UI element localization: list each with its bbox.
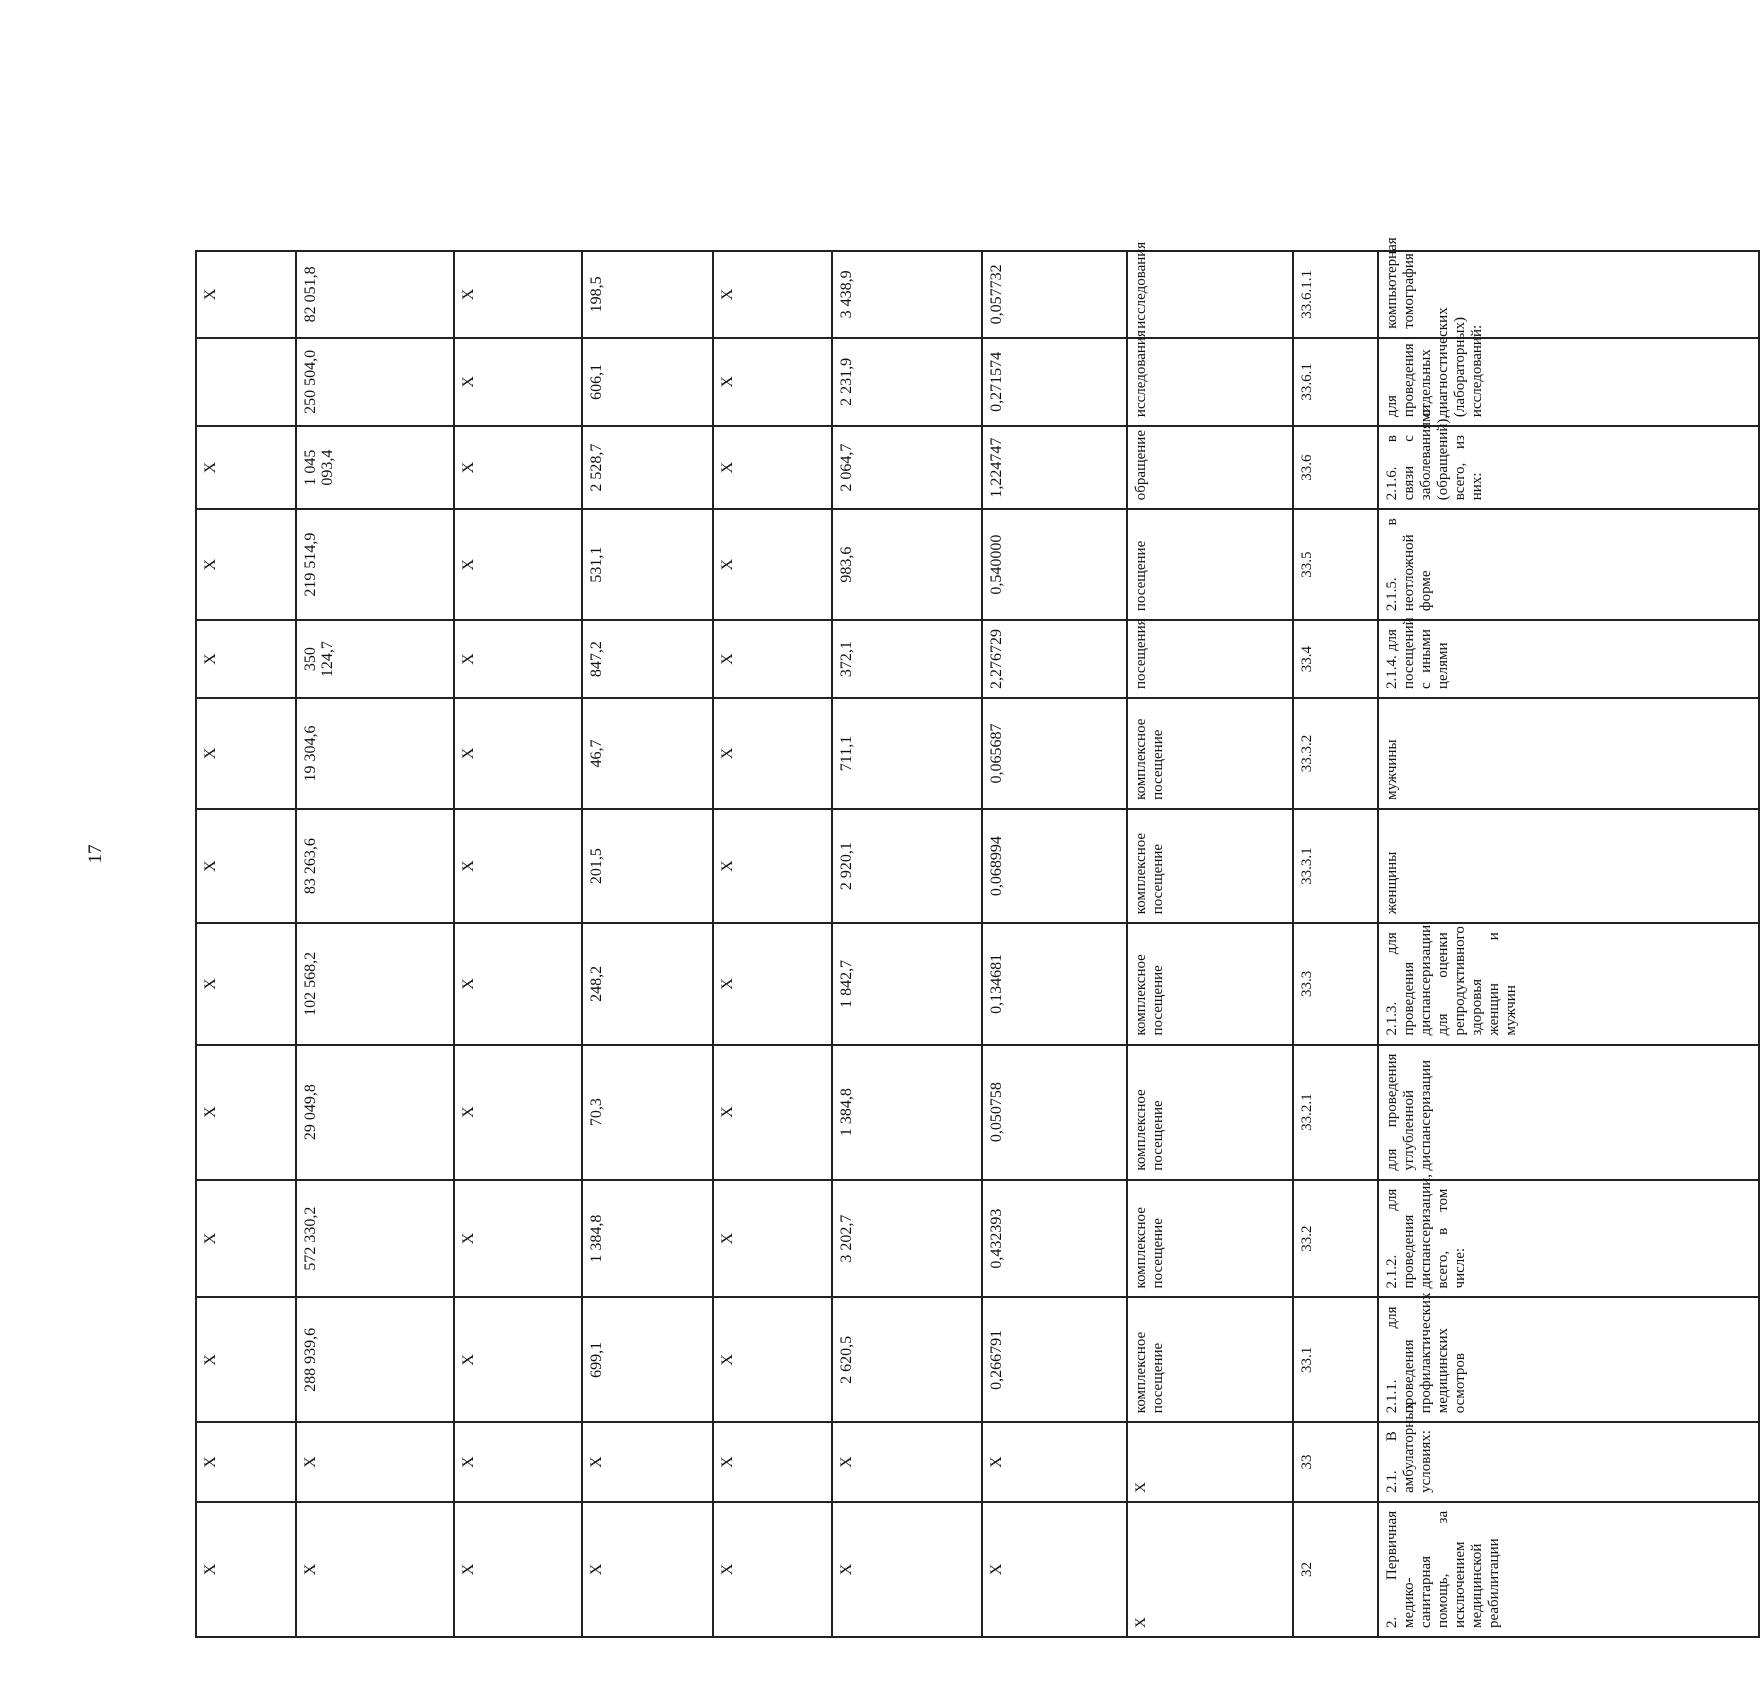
- value-cell-col9: Х: [296, 1502, 454, 1637]
- value-cell-col5: 711,1: [832, 698, 982, 809]
- value-cell-col10: Х: [196, 1422, 296, 1502]
- indicator-label-cell: женщины: [1378, 809, 1759, 923]
- value-cell-col7: 847,2: [582, 620, 713, 698]
- row-number-cell: 33.4: [1293, 620, 1378, 698]
- value-cell-col5: 3 438,9: [832, 251, 982, 338]
- value-cell-col4: Х: [982, 1422, 1127, 1502]
- row-number-cell: 32: [1293, 1502, 1378, 1637]
- value-cell-col4: 1,224747: [982, 426, 1127, 509]
- value-cell-col6: Х: [713, 698, 832, 809]
- value-cell-col5: 2 920,1: [832, 809, 982, 923]
- value-cell-col6: Х: [713, 1180, 832, 1298]
- value-cell-col4: 0,065687: [982, 698, 1127, 809]
- value-cell-col6: Х: [713, 426, 832, 509]
- table-row: [713, 76, 832, 1637]
- value-cell-col4: 0,068994: [982, 809, 1127, 923]
- value-cell-col8: Х: [454, 426, 582, 509]
- page-number: 17: [85, 844, 106, 864]
- value-cell-col7: Х: [582, 1422, 713, 1502]
- row-number-cell: 33.1: [1293, 1297, 1378, 1422]
- value-cell-col10: Х: [196, 1180, 296, 1298]
- value-cell-col4: 0,057732: [982, 251, 1127, 338]
- value-cell-col5: 1 384,8: [832, 1045, 982, 1180]
- indicator-label-cell: 2.1. В амбулаторных условиях:: [1378, 1422, 1759, 1502]
- value-cell-col6: Х: [713, 338, 832, 426]
- value-cell-col4: Х: [982, 1502, 1127, 1637]
- value-cell-col5: Х: [832, 1422, 982, 1502]
- value-cell-col4: 2,276729: [982, 620, 1127, 698]
- row-number-cell: 33.3.1: [1293, 809, 1378, 923]
- indicator-label-cell: 2.1.2. для проведения диспансеризации, всего, в том числе:: [1378, 1180, 1759, 1298]
- value-cell-col9: 350 124,7: [296, 620, 454, 698]
- value-cell-col9: 102 568,2: [296, 923, 454, 1044]
- table-row: [1293, 76, 1378, 1637]
- value-cell-col6: Х: [713, 1045, 832, 1180]
- value-cell-col6: Х: [713, 1502, 832, 1637]
- value-cell-col4: 0,271574: [982, 338, 1127, 426]
- value-cell-col6: Х: [713, 620, 832, 698]
- indicator-label-cell: для проведения отдельных диагностических (лабораторных) исследований:: [1378, 338, 1759, 426]
- value-cell-col8: Х: [454, 1422, 582, 1502]
- unit-cell: комплексное посещение: [1127, 923, 1293, 1044]
- value-cell-col10: [196, 338, 296, 426]
- value-cell-col8: Х: [454, 1180, 582, 1298]
- value-cell-col4: 0,540000: [982, 509, 1127, 620]
- value-cell-col6: Х: [713, 923, 832, 1044]
- value-cell-col9: 572 330,2: [296, 1180, 454, 1298]
- value-cell-col8: Х: [454, 338, 582, 426]
- value-cell-col7: 606,1: [582, 338, 713, 426]
- value-cell-col7: Х: [582, 1502, 713, 1637]
- value-cell-col9: Х: [296, 1422, 454, 1502]
- indicator-label-cell: 2.1.1. для проведения профилактических медицинских осмотров: [1378, 1297, 1759, 1422]
- unit-cell: обращение: [1127, 426, 1293, 509]
- value-cell-col10: Х: [196, 923, 296, 1044]
- value-cell-col4: 0,050758: [982, 1045, 1127, 1180]
- row-number-cell: 33.6.1: [1293, 338, 1378, 426]
- value-cell-col7: 46,7: [582, 698, 713, 809]
- indicator-label-cell: 2.1.3. для проведения диспансеризации для оценки репродуктивного здоровья женщин и мужчин: [1378, 923, 1759, 1044]
- tariff-table: [195, 75, 1760, 1638]
- value-cell-col9: 250 504,0: [296, 338, 454, 426]
- value-cell-col5: 2 620,5: [832, 1297, 982, 1422]
- row-number-cell: 33.2.1: [1293, 1045, 1378, 1180]
- table-row: [196, 76, 296, 1637]
- value-cell-col5: 983,6: [832, 509, 982, 620]
- value-cell-col9: 288 939,6: [296, 1297, 454, 1422]
- unit-cell: исследования: [1127, 338, 1293, 426]
- value-cell-col5: 1 842,7: [832, 923, 982, 1044]
- value-cell-col7: 2 528,7: [582, 426, 713, 509]
- unit-cell: исследования: [1127, 251, 1293, 338]
- value-cell-col10: Х: [196, 1045, 296, 1180]
- table-row: [832, 76, 982, 1637]
- value-cell-col4: 0,432393: [982, 1180, 1127, 1298]
- row-number-cell: 33.6.1.1: [1293, 251, 1378, 338]
- row-number-cell: 33: [1293, 1422, 1378, 1502]
- unit-cell: Х: [1127, 1422, 1293, 1502]
- indicator-label-cell: 2.1.6. в связи с заболеваниями (обращений), всего, из них:: [1378, 426, 1759, 509]
- row-number-cell: 33.3: [1293, 923, 1378, 1044]
- unit-cell: Х: [1127, 1502, 1293, 1637]
- unit-cell: комплексное посещение: [1127, 1045, 1293, 1180]
- value-cell-col8: Х: [454, 1502, 582, 1637]
- unit-cell: комплексное посещение: [1127, 1297, 1293, 1422]
- unit-cell: комплексное посещение: [1127, 698, 1293, 809]
- value-cell-col8: Х: [454, 1297, 582, 1422]
- value-cell-col7: 70,3: [582, 1045, 713, 1180]
- value-cell-col8: Х: [454, 923, 582, 1044]
- value-cell-col6: Х: [713, 1422, 832, 1502]
- value-cell-col7: 198,5: [582, 251, 713, 338]
- indicator-label-cell: 2. Первичная медико-санитарная помощь, за исключением медицинской реабилитации: [1378, 1502, 1759, 1637]
- row-number-cell: 33.2: [1293, 1180, 1378, 1298]
- value-cell-col4: 0,266791: [982, 1297, 1127, 1422]
- value-cell-col10: Х: [196, 620, 296, 698]
- indicator-label-cell: 2.1.5. в неотложной форме: [1378, 509, 1759, 620]
- value-cell-col9: 19 304,6: [296, 698, 454, 809]
- value-cell-col6: Х: [713, 509, 832, 620]
- value-cell-col8: Х: [454, 620, 582, 698]
- value-cell-col7: 699,1: [582, 1297, 713, 1422]
- indicator-label-cell: для проведения углубленной диспансеризации: [1378, 1045, 1759, 1180]
- value-cell-col5: 3 202,7: [832, 1180, 982, 1298]
- table-row: [454, 76, 582, 1637]
- value-cell-col4: 0,134681: [982, 923, 1127, 1044]
- value-cell-col5: Х: [832, 1502, 982, 1637]
- value-cell-col6: Х: [713, 809, 832, 923]
- value-cell-col8: Х: [454, 509, 582, 620]
- rotated-table-container: [195, 75, 1519, 1638]
- value-cell-col10: Х: [196, 251, 296, 338]
- unit-cell: комплексное посещение: [1127, 809, 1293, 923]
- value-cell-col6: Х: [713, 251, 832, 338]
- unit-cell: комплексное посещение: [1127, 1180, 1293, 1298]
- value-cell-col8: Х: [454, 1045, 582, 1180]
- table-row: [296, 76, 454, 1637]
- value-cell-col7: 1 384,8: [582, 1180, 713, 1298]
- row-number-cell: 33.3.2: [1293, 698, 1378, 809]
- value-cell-col9: 82 051,8: [296, 251, 454, 338]
- value-cell-col6: Х: [713, 1297, 832, 1422]
- value-cell-col8: Х: [454, 698, 582, 809]
- table-row: [1127, 76, 1293, 1637]
- indicator-label-cell: 2.1.4. для посещений с иными целями: [1378, 620, 1759, 698]
- unit-cell: посещение: [1127, 509, 1293, 620]
- value-cell-col5: 2 231,9: [832, 338, 982, 426]
- value-cell-col10: Х: [196, 698, 296, 809]
- row-number-cell: 33.6: [1293, 426, 1378, 509]
- table-row: [582, 76, 713, 1637]
- indicator-label-cell: компьютерная томография: [1378, 251, 1759, 338]
- indicator-label-cell: мужчины: [1378, 698, 1759, 809]
- table-row: [982, 76, 1127, 1637]
- table-row: [1378, 76, 1759, 1637]
- unit-cell: посещения: [1127, 620, 1293, 698]
- value-cell-col10: Х: [196, 509, 296, 620]
- value-cell-col8: Х: [454, 251, 582, 338]
- value-cell-col9: 29 049,8: [296, 1045, 454, 1180]
- value-cell-col10: Х: [196, 426, 296, 509]
- value-cell-col10: Х: [196, 1502, 296, 1637]
- value-cell-col5: 372,1: [832, 620, 982, 698]
- value-cell-col7: 201,5: [582, 809, 713, 923]
- value-cell-col9: 219 514,9: [296, 509, 454, 620]
- value-cell-col10: Х: [196, 1297, 296, 1422]
- value-cell-col10: Х: [196, 809, 296, 923]
- value-cell-col9: 83 263,6: [296, 809, 454, 923]
- value-cell-col9: 1 045 093,4: [296, 426, 454, 509]
- value-cell-col8: Х: [454, 809, 582, 923]
- row-number-cell: 33.5: [1293, 509, 1378, 620]
- value-cell-col7: 248,2: [582, 923, 713, 1044]
- value-cell-col5: 2 064,7: [832, 426, 982, 509]
- value-cell-col7: 531,1: [582, 509, 713, 620]
